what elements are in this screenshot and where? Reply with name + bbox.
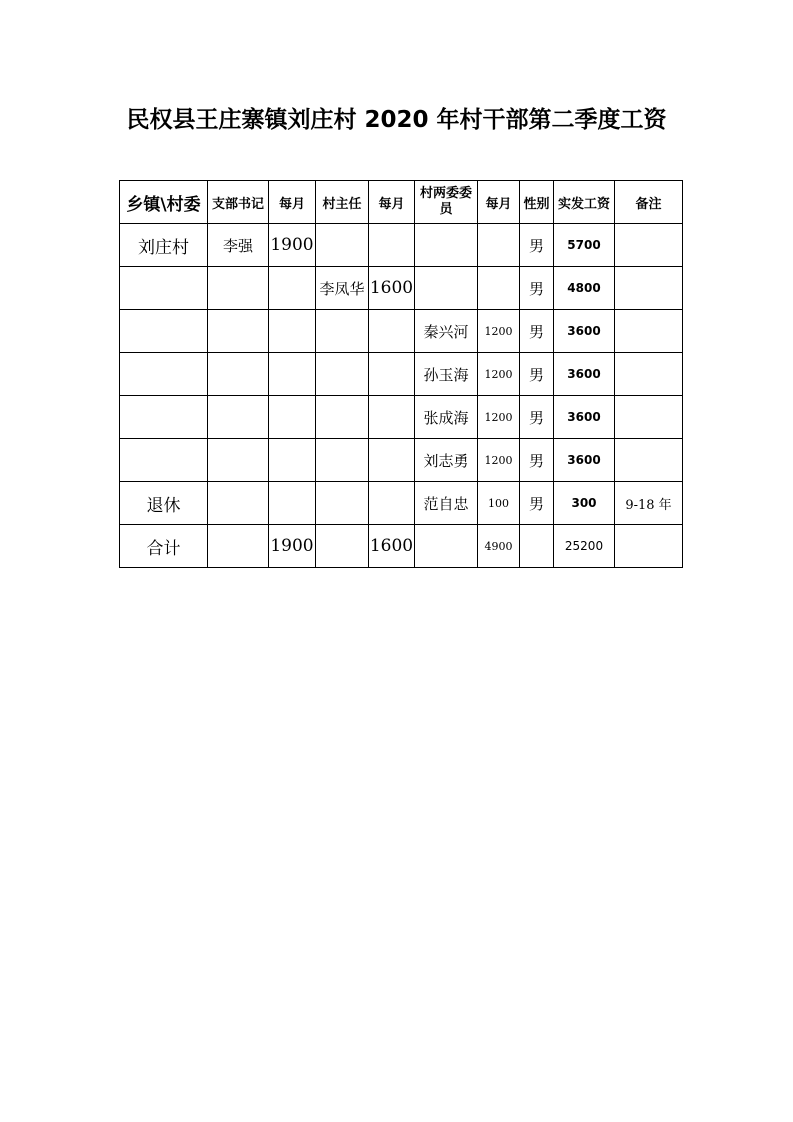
cell-village: [120, 439, 208, 482]
cell-actual-pay: 3600: [554, 439, 615, 482]
cell-village: [120, 396, 208, 439]
cell-monthly-3: [478, 224, 520, 267]
cell-monthly-2: [369, 482, 415, 525]
cell-monthly-3: 1200: [478, 396, 520, 439]
cell-gender: 男: [520, 482, 554, 525]
header-actual-pay: 实发工资: [554, 181, 615, 224]
cell-village-head: [316, 439, 369, 482]
header-monthly-3: 每月: [478, 181, 520, 224]
cell-village-head: [316, 482, 369, 525]
cell-village-head: 李凤华: [316, 267, 369, 310]
cell-village-head: [316, 224, 369, 267]
header-remarks: 备注: [615, 181, 683, 224]
total-row: [120, 525, 683, 568]
header-village-head: 村主任: [316, 181, 369, 224]
cell-member: 张成海: [415, 396, 478, 439]
cell-remarks: [615, 353, 683, 396]
table-row: [120, 396, 683, 439]
wage-table: [119, 180, 683, 568]
cell-actual-pay: 3600: [554, 353, 615, 396]
cell-village-head: [316, 396, 369, 439]
cell-gender: 男: [520, 310, 554, 353]
header-committee-member: 村两委委员: [415, 181, 478, 224]
cell-actual-pay: 300: [554, 482, 615, 525]
cell-monthly-2: [369, 224, 415, 267]
cell-gender: 男: [520, 353, 554, 396]
cell-gender: 男: [520, 396, 554, 439]
header-party-secretary: 支部书记: [208, 181, 269, 224]
cell-monthly-3: 100: [478, 482, 520, 525]
cell-monthly-2: [369, 310, 415, 353]
cell-member: [415, 525, 478, 568]
cell-gender: 男: [520, 439, 554, 482]
cell-gender: 男: [520, 224, 554, 267]
cell-actual-pay: 3600: [554, 310, 615, 353]
table-row: [120, 353, 683, 396]
table-row: [120, 310, 683, 353]
cell-remarks: [615, 310, 683, 353]
cell-monthly-2: [369, 439, 415, 482]
cell-member: 秦兴河: [415, 310, 478, 353]
cell-remarks: [615, 224, 683, 267]
cell-member: [415, 267, 478, 310]
header-township: 乡镇\村委: [120, 181, 208, 224]
cell-monthly-3: [478, 267, 520, 310]
cell-monthly-3: 1200: [478, 439, 520, 482]
cell-village-head: [316, 353, 369, 396]
page-title: 民权县王庄寨镇刘庄村 2020 年村干部第二季度工资: [126, 107, 667, 133]
cell-village-head: [316, 525, 369, 568]
cell-monthly-1: [269, 482, 316, 525]
header-monthly-2: 每月: [369, 181, 415, 224]
cell-monthly-1: [269, 439, 316, 482]
header-monthly-1: 每月: [269, 181, 316, 224]
cell-member: 范自忠: [415, 482, 478, 525]
cell-village: [120, 267, 208, 310]
cell-total-label: 合计: [120, 525, 208, 568]
cell-actual-pay: 3600: [554, 396, 615, 439]
cell-monthly-3: 1200: [478, 310, 520, 353]
cell-village: [120, 310, 208, 353]
cell-total-monthly-2: 1600: [369, 525, 415, 568]
cell-village: 刘庄村: [120, 224, 208, 267]
cell-monthly-1: [269, 353, 316, 396]
cell-secretary: [208, 267, 269, 310]
cell-village: [120, 353, 208, 396]
cell-secretary: [208, 482, 269, 525]
cell-village: 退休: [120, 482, 208, 525]
cell-monthly-2: [369, 353, 415, 396]
cell-monthly-2: [369, 396, 415, 439]
cell-remarks: [615, 439, 683, 482]
cell-gender: 男: [520, 267, 554, 310]
cell-total-actual-pay: 25200: [554, 525, 615, 568]
cell-remarks: [615, 396, 683, 439]
cell-secretary: [208, 310, 269, 353]
table-row: [120, 439, 683, 482]
cell-member: [415, 224, 478, 267]
cell-secretary: [208, 353, 269, 396]
header-gender: 性别: [520, 181, 554, 224]
cell-monthly-1: [269, 396, 316, 439]
table-row: [120, 224, 683, 267]
cell-remarks: [615, 267, 683, 310]
cell-remarks: [615, 525, 683, 568]
cell-monthly-3: 1200: [478, 353, 520, 396]
cell-village-head: [316, 310, 369, 353]
cell-secretary: 李强: [208, 224, 269, 267]
cell-total-monthly-3: 4900: [478, 525, 520, 568]
cell-actual-pay: 4800: [554, 267, 615, 310]
cell-monthly-1: 1900: [269, 224, 316, 267]
table-row: [120, 482, 683, 525]
cell-remarks: 9-18 年: [615, 482, 683, 525]
table-row: [120, 267, 683, 310]
header-row: [120, 181, 683, 224]
cell-member: 刘志勇: [415, 439, 478, 482]
cell-actual-pay: 5700: [554, 224, 615, 267]
cell-member: 孙玉海: [415, 353, 478, 396]
cell-monthly-2: 1600: [369, 267, 415, 310]
cell-gender: [520, 525, 554, 568]
cell-secretary: [208, 396, 269, 439]
cell-monthly-1: [269, 310, 316, 353]
cell-monthly-1: [269, 267, 316, 310]
cell-secretary: [208, 525, 269, 568]
cell-total-monthly-1: 1900: [269, 525, 316, 568]
cell-secretary: [208, 439, 269, 482]
